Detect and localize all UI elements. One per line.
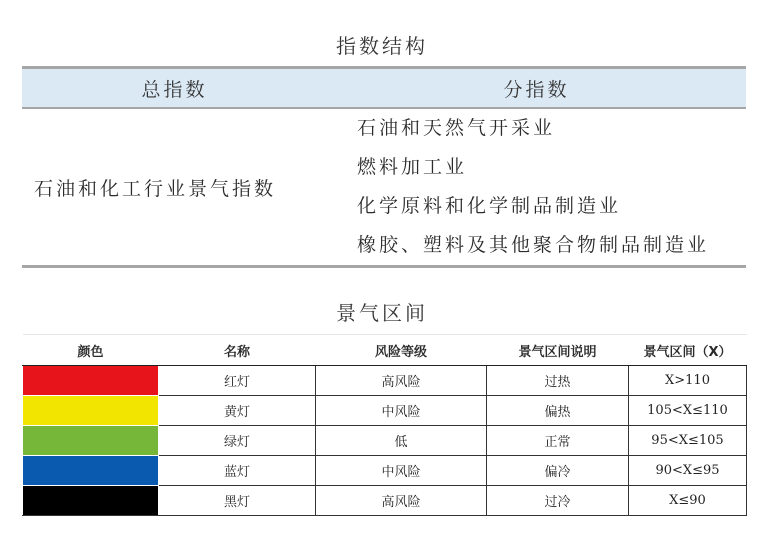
prosperity-levels-table	[22, 334, 747, 516]
level-range: 105<X≤110	[629, 396, 747, 426]
sub-index-item: 石油和天然气开采业	[357, 117, 556, 139]
level-name: 绿灯	[159, 426, 316, 456]
risk-level: 中风险	[316, 456, 487, 486]
risk-level: 高风险	[316, 366, 487, 396]
level-desc: 过冷	[487, 486, 629, 516]
level-name: 黄灯	[159, 396, 316, 426]
sub-index-item: 橡胶、塑料及其他聚合物制品制造业	[357, 234, 710, 256]
sub-index-item: 化学原料和化学制品制造业	[357, 195, 622, 217]
sub-index-item: 燃料加工业	[357, 156, 468, 178]
level-name: 黑灯	[159, 486, 316, 516]
color-swatch	[23, 456, 159, 486]
col-risk: 风险等级	[316, 335, 487, 366]
level-desc: 正常	[487, 426, 629, 456]
table-bottom-rule	[22, 265, 746, 268]
level-name: 红灯	[159, 366, 316, 396]
col-range: 景气区间（X）	[629, 335, 747, 366]
level-range: 90<X≤95	[629, 456, 747, 486]
structure-header-row	[22, 69, 746, 107]
level-range: X≤90	[629, 486, 747, 516]
color-swatch	[23, 396, 159, 426]
level-name: 蓝灯	[159, 456, 316, 486]
level-range: X>110	[629, 366, 747, 396]
table-row	[23, 396, 747, 426]
risk-level: 低	[316, 426, 487, 456]
color-swatch	[23, 426, 159, 456]
header-total-index: 总指数	[141, 78, 208, 101]
index-structure-table	[22, 66, 746, 268]
level-desc: 过热	[487, 366, 629, 396]
color-swatch	[23, 486, 159, 516]
risk-level: 中风险	[316, 396, 487, 426]
sub-index-list	[327, 109, 746, 265]
header-sub-index: 分指数	[503, 78, 570, 101]
structure-body	[22, 109, 746, 265]
level-desc: 偏冷	[487, 456, 629, 486]
level-desc: 偏热	[487, 396, 629, 426]
table-row	[23, 456, 747, 486]
table-row	[23, 426, 747, 456]
total-index-cell: 石油和化工行业景气指数	[34, 177, 277, 200]
table-row	[23, 486, 747, 516]
table-row	[23, 366, 747, 396]
col-name: 名称	[159, 335, 316, 366]
col-color: 颜色	[23, 335, 159, 366]
levels-header-row	[23, 335, 747, 366]
col-desc: 景气区间说明	[487, 335, 629, 366]
color-swatch	[23, 366, 159, 396]
structure-title: 指数结构	[336, 34, 428, 58]
levels-title: 景气区间	[336, 301, 428, 325]
level-range: 95<X≤105	[629, 426, 747, 456]
risk-level: 高风险	[316, 486, 487, 516]
